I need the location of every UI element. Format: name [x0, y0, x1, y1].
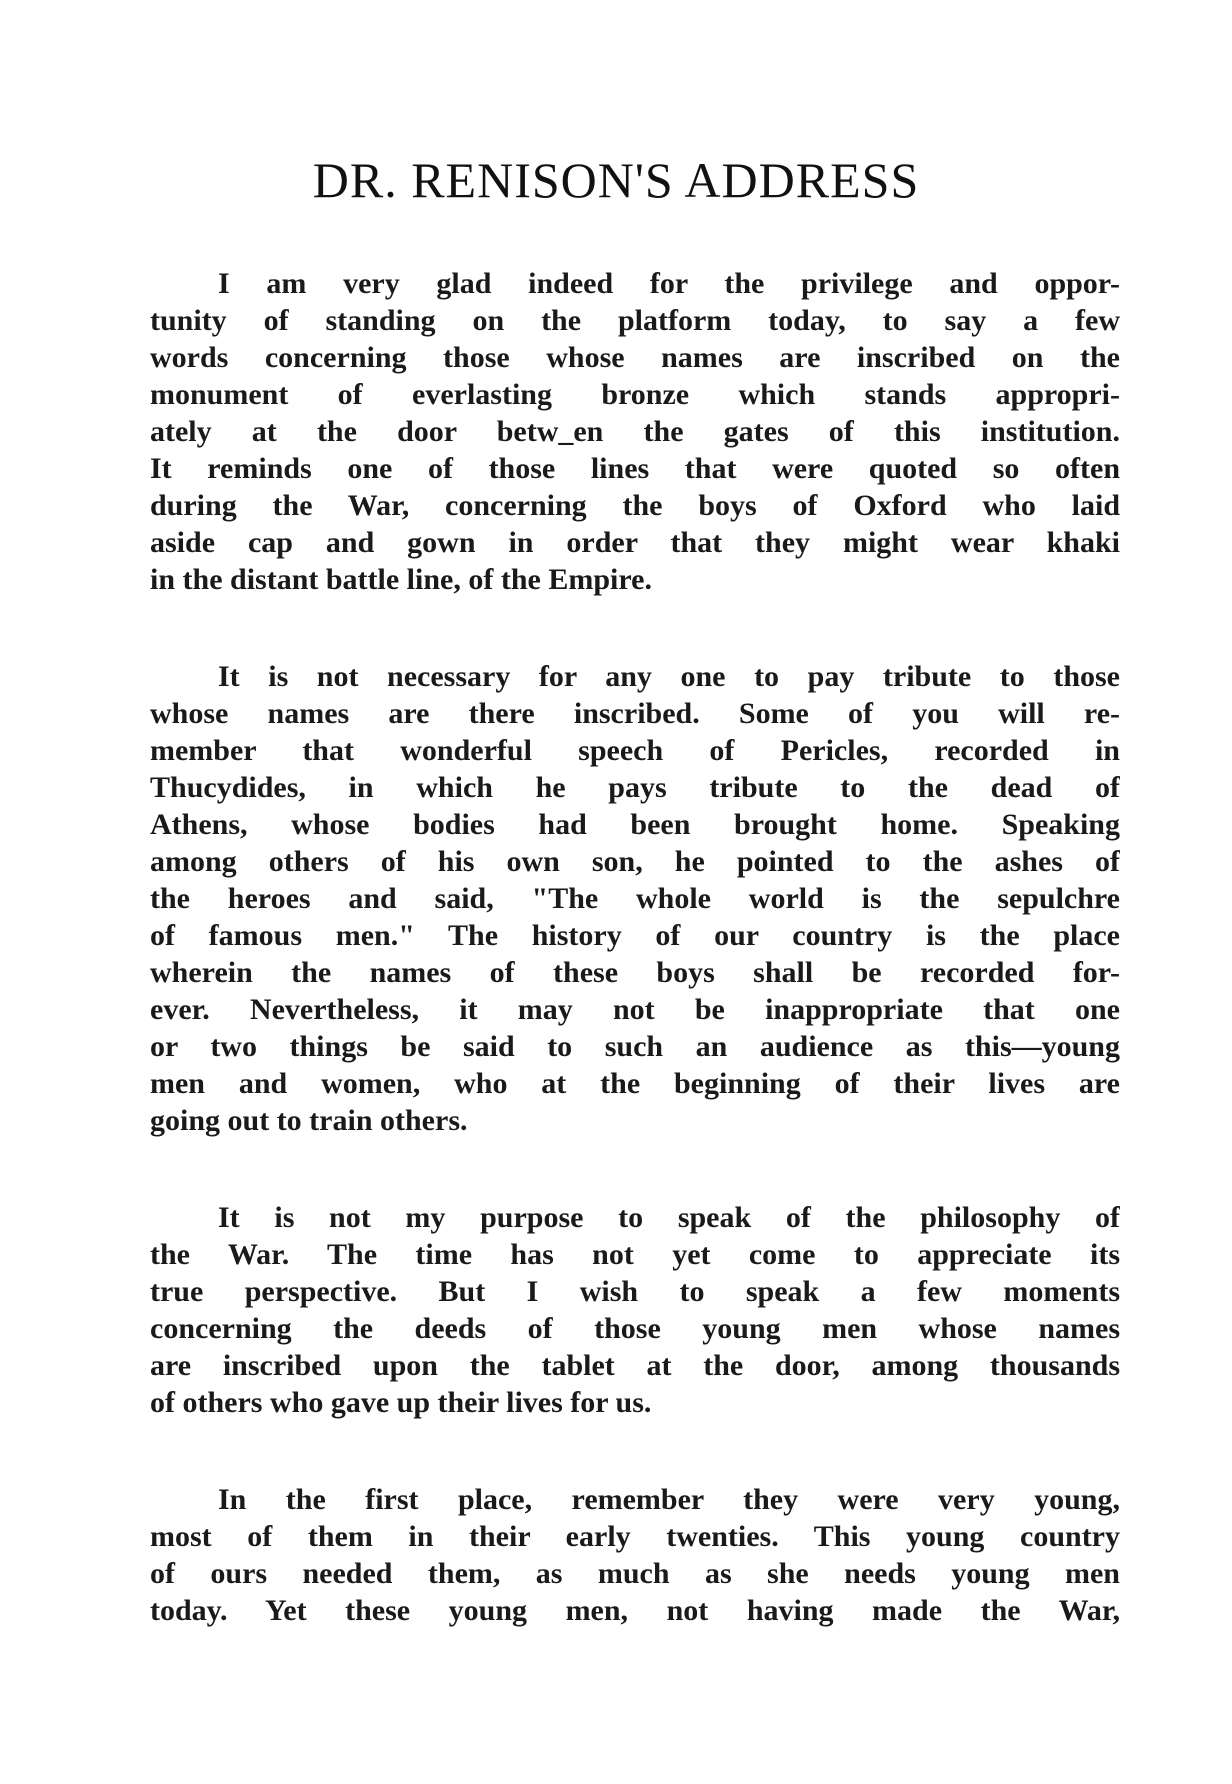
text-line: or two things be said to such an audience as this—young — [150, 1030, 1120, 1063]
text-line: I am very glad indeed for the privilege and oppor- — [218, 267, 1120, 300]
text-line: ately at the door betw_en the gates of this institution. — [150, 415, 1120, 448]
text-line: In the first place, remember they were very young, — [218, 1483, 1120, 1516]
text-line: Athens, whose bodies had been brought home. Speaking — [150, 808, 1120, 841]
text-line: It is not my purpose to speak of the philosophy of — [218, 1201, 1120, 1234]
text-line: most of them in their early twenties. This young country — [150, 1520, 1120, 1553]
address-body — [150, 265, 1120, 1689]
paragraph-3 — [150, 1199, 1120, 1421]
text-line: whose names are there inscribed. Some of you will re- — [150, 697, 1120, 730]
text-line: of others who gave up their lives for us. — [150, 1386, 652, 1419]
text-line: today. Yet these young men, not having made the War, — [150, 1594, 1120, 1627]
text-line: among others of his own son, he pointed to the ashes of — [150, 845, 1120, 878]
text-line: in the distant battle line, of the Empire. — [150, 563, 652, 596]
text-line: ever. Nevertheless, it may not be inappropriate that one — [150, 993, 1120, 1026]
text-line: words concerning those whose names are inscribed on the — [150, 341, 1120, 374]
paragraph-4 — [150, 1481, 1120, 1629]
text-line: member that wonderful speech of Pericles, recorded in — [150, 734, 1120, 767]
paragraph-2 — [150, 658, 1120, 1139]
text-line: the War. The time has not yet come to appreciate its — [150, 1238, 1120, 1271]
text-line: It is not necessary for any one to pay tribute to those — [218, 660, 1120, 693]
text-line: aside cap and gown in order that they might wear khaki — [150, 526, 1120, 559]
text-line: the heroes and said, "The whole world is the sepulchre — [150, 882, 1120, 915]
page-title: DR. RENISON'S ADDRESS — [312, 152, 920, 208]
text-line: It reminds one of those lines that were quoted so often — [150, 452, 1120, 485]
text-line: tunity of standing on the platform today, to say a few — [150, 304, 1120, 337]
text-line: wherein the names of these boys shall be recorded for- — [150, 956, 1120, 989]
text-line: Thucydides, in which he pays tribute to the dead of — [150, 771, 1120, 804]
text-line: of ours needed them, as much as she needs young men — [150, 1557, 1120, 1590]
text-line: are inscribed upon the tablet at the door, among thousands — [150, 1349, 1120, 1382]
text-line: true perspective. But I wish to speak a few moments — [150, 1275, 1120, 1308]
text-line: going out to train others. — [150, 1104, 468, 1137]
text-line: of famous men." The history of our country is the place — [150, 919, 1120, 952]
paragraph-1 — [150, 265, 1120, 598]
text-line: concerning the deeds of those young men whose names — [150, 1312, 1120, 1345]
text-line: during the War, concerning the boys of Oxford who laid — [150, 489, 1120, 522]
text-line: monument of everlasting bronze which stands appropri- — [150, 378, 1120, 411]
text-line: men and women, who at the beginning of their lives are — [150, 1067, 1120, 1100]
